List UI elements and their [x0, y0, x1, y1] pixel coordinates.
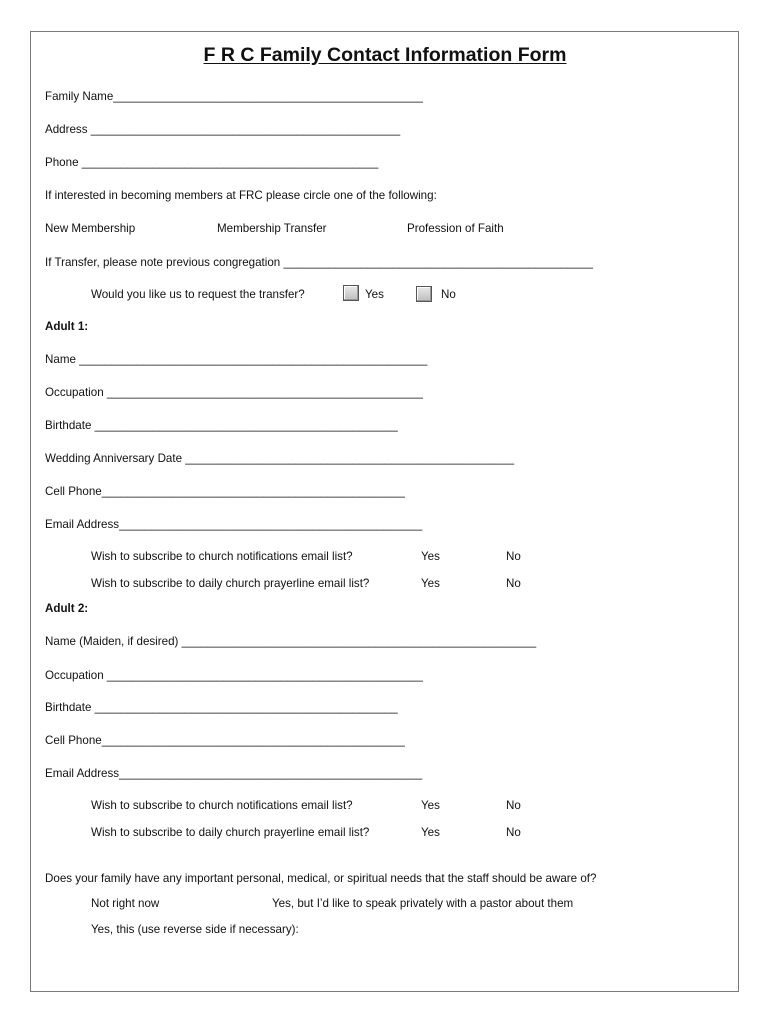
form-title: F R C Family Contact Information Form	[203, 44, 567, 66]
option-profession-of-faith[interactable]: Profession of Faith	[407, 222, 504, 235]
adult2-occupation-field[interactable]: Occupation _________________________________________________	[45, 669, 423, 682]
adult1-prayer-question: Wish to subscribe to daily church prayerline email list?	[91, 577, 370, 590]
needs-question: Does your family have any important personal, medical, or spiritual needs that the staff should be aware of?	[45, 872, 597, 885]
address-field[interactable]: Address ________________________________________________	[45, 123, 401, 136]
transfer-no-checkbox[interactable]	[416, 286, 432, 302]
adult1-birthdate-field[interactable]: Birthdate _______________________________________________	[45, 419, 398, 432]
adult2-name-field[interactable]: Name (Maiden, if desired) _______________________________________________________	[45, 635, 537, 648]
family-name-field[interactable]: Family Name________________________________________________	[45, 90, 423, 103]
adult1-notif-yes[interactable]: Yes	[421, 550, 440, 563]
adult1-notif-question: Wish to subscribe to church notifications email list?	[91, 550, 353, 563]
option-new-membership[interactable]: New Membership	[45, 222, 136, 235]
form-border	[30, 31, 739, 992]
transfer-request-question: Would you like us to request the transfer?	[91, 288, 305, 301]
transfer-no-label: No	[441, 288, 456, 301]
adult1-occupation-field[interactable]: Occupation _________________________________________________	[45, 386, 423, 399]
adult2-birthdate-field[interactable]: Birthdate _______________________________________________	[45, 701, 398, 714]
previous-congregation-field[interactable]: If Transfer, please note previous congregation ________________________________________________	[45, 256, 593, 269]
adult1-prayer-no[interactable]: No	[506, 577, 521, 590]
adult1-heading: Adult 1:	[45, 320, 89, 333]
adult2-notif-question: Wish to subscribe to church notifications email list?	[91, 799, 353, 812]
needs-option-yes-this[interactable]: Yes, this (use reverse side if necessary):	[91, 923, 299, 936]
adult2-notif-no[interactable]: No	[506, 799, 521, 812]
adult2-prayer-question: Wish to subscribe to daily church prayerline email list?	[91, 826, 370, 839]
adult1-cell-phone-field[interactable]: Cell Phone_______________________________________________	[45, 485, 405, 498]
option-membership-transfer[interactable]: Membership Transfer	[217, 222, 327, 235]
phone-field[interactable]: Phone ______________________________________________	[45, 156, 379, 169]
adult2-cell-phone-field[interactable]: Cell Phone_______________________________________________	[45, 734, 405, 747]
adult2-prayer-no[interactable]: No	[506, 826, 521, 839]
membership-prompt: If interested in becoming members at FRC please circle one of the following:	[45, 189, 437, 202]
adult1-prayer-yes[interactable]: Yes	[421, 577, 440, 590]
adult1-anniversary-field[interactable]: Wedding Anniversary Date ___________________________________________________	[45, 452, 515, 465]
adult2-heading: Adult 2:	[45, 602, 89, 615]
adult2-email-field[interactable]: Email Address_______________________________________________	[45, 767, 423, 780]
needs-option-speak-privately[interactable]: Yes, but I’d like to speak privately with a pastor about them	[272, 897, 574, 910]
adult1-email-field[interactable]: Email Address_______________________________________________	[45, 518, 423, 531]
adult1-name-field[interactable]: Name ______________________________________________________	[45, 353, 428, 366]
adult1-notif-no[interactable]: No	[506, 550, 521, 563]
transfer-yes-label: Yes	[365, 288, 384, 301]
adult2-notif-yes[interactable]: Yes	[421, 799, 440, 812]
adult2-prayer-yes[interactable]: Yes	[421, 826, 440, 839]
needs-option-not-now[interactable]: Not right now	[91, 897, 160, 910]
transfer-yes-checkbox[interactable]	[343, 285, 359, 301]
